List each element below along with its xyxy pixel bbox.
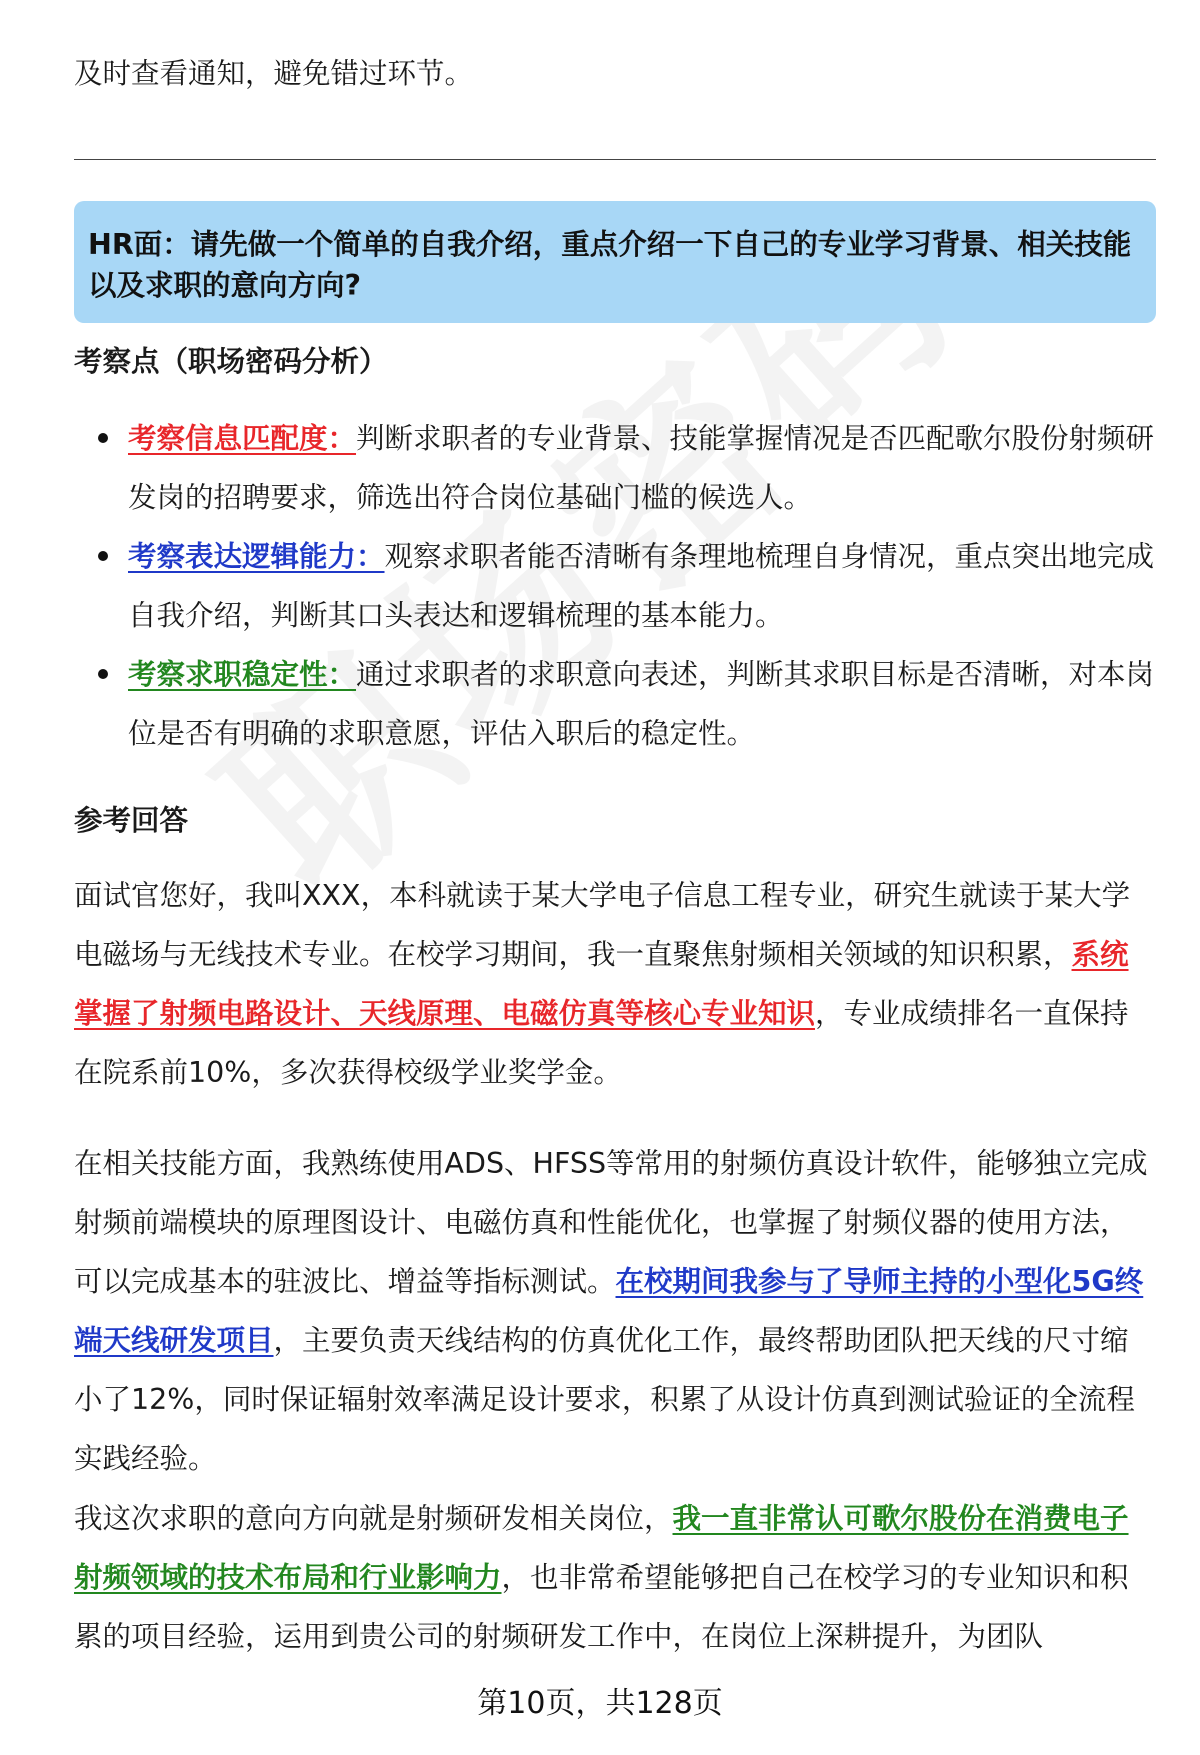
point-text: 判断求职者的专业背景、技能掌握情况是否匹配歌尔股份射频研发岗的招聘要求，筛选出符合岗位基础门槛的候选人。	[128, 422, 1155, 514]
para-text: 面试官您好，我叫XXX，本科就读于某大学电子信息工程专业，研究生就读于某大学电磁场与无线技术专业。在校学习期间，我一直聚焦射频相关领域的知识积累，	[74, 879, 1131, 971]
analysis-point	[74, 527, 1156, 645]
bullet-icon	[98, 433, 108, 443]
analysis-heading: 考察点（职场密码分析）	[74, 345, 388, 378]
answer-paragraph-1	[74, 866, 1156, 1102]
answer-heading: 参考回答	[74, 804, 189, 837]
answer-paragraph-3	[74, 1489, 1156, 1666]
para-text: ，主要负责天线结构的仿真优化工作，最终帮助团队把天线的尺寸缩小了12%，同时保证辐射效率满足设计要求，积累了从设计仿真到测试验证的全流程实践经验。	[74, 1324, 1135, 1475]
para-highlight: 在校期间我参与了导师主持的小型化5G终端天线研发项目	[74, 1265, 1144, 1357]
bullet-icon	[98, 669, 108, 679]
para-highlight: 我一直非常认可歌尔股份在消费电子射频领域的技术布局和行业影响力	[74, 1502, 1129, 1594]
point-text: 观察求职者能否清晰有条理地梳理自身情况，重点突出地完成自我介绍，判断其口头表达和逻辑梳理的基本能力。	[128, 540, 1155, 632]
page-footer: 第10页，共128页	[477, 1686, 723, 1721]
question-box: HR面：请先做一个简单的自我介绍，重点介绍一下自己的专业学习背景、相关技能以及求职的意向方向?	[74, 201, 1156, 323]
analysis-point	[74, 409, 1156, 527]
analysis-point	[74, 645, 1156, 763]
point-key: 考察表达逻辑能力：	[128, 540, 385, 573]
intro-line: 及时查看通知，避免错过环节。	[74, 57, 474, 90]
para-text: 在相关技能方面，我熟练使用ADS、HFSS等常用的射频仿真设计软件，能够独立完成射频前端模块的原理图设计、电磁仿真和性能优化，也掌握了射频仪器的使用方法，可以完成基本的驻波比、增益等指标测试。	[74, 1147, 1148, 1298]
answer-paragraph-2	[74, 1134, 1156, 1488]
para-text: ，专业成绩排名一直保持在院系前10%，多次获得校级学业奖学金。	[74, 997, 1129, 1089]
para-text: ，也非常希望能够把自己在校学习的专业知识和积累的项目经验，运用到贵公司的射频研发工作中，在岗位上深耕提升，为团队	[74, 1561, 1129, 1653]
analysis-points-list	[74, 409, 1156, 763]
point-key: 考察信息匹配度：	[128, 422, 357, 455]
point-text: 通过求职者的求职意向表述，判断其求职目标是否清晰，对本岗位是否有明确的求职意愿，评估入职后的稳定性。	[128, 658, 1155, 750]
point-key: 考察求职稳定性：	[128, 658, 357, 691]
bullet-icon	[98, 551, 108, 561]
divider	[74, 159, 1156, 160]
para-highlight: 系统掌握了射频电路设计、天线原理、电磁仿真等核心专业知识	[74, 938, 1129, 1030]
para-text: 我这次求职的意向方向就是射频研发相关岗位，	[74, 1502, 673, 1535]
